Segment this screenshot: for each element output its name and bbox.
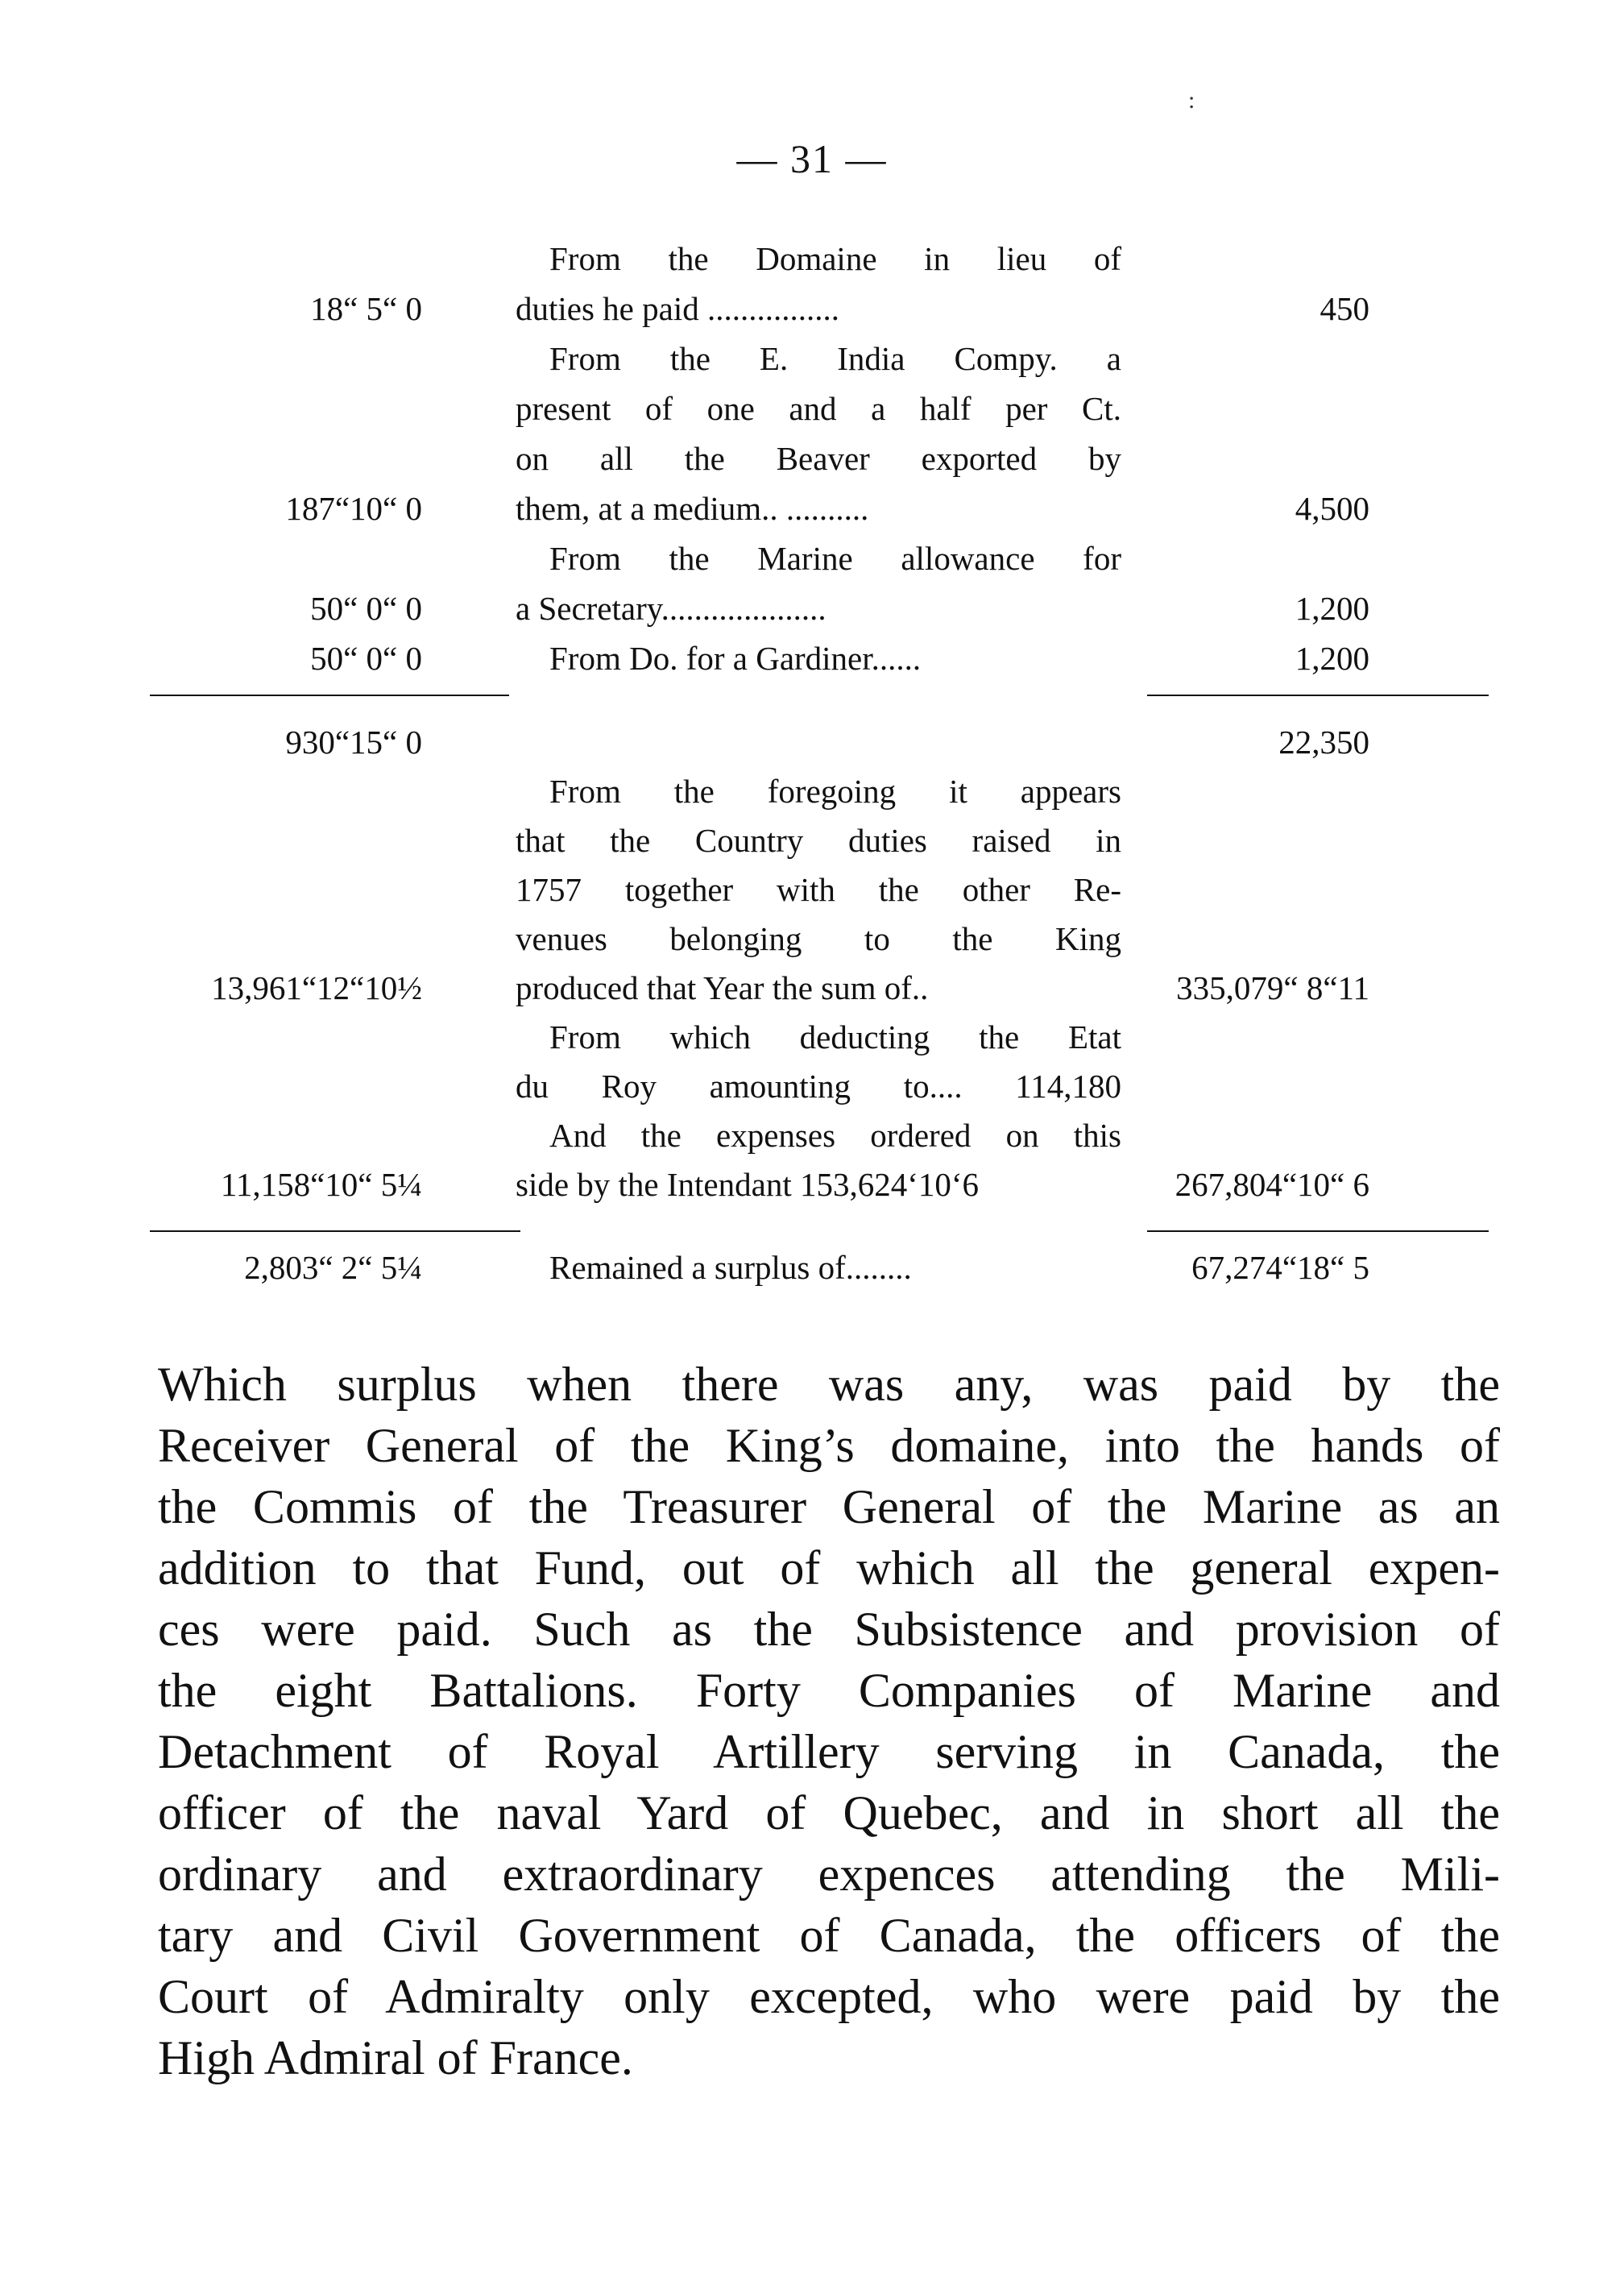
- sterling-amount: 450: [1320, 290, 1369, 327]
- sterling-amount: 22,350: [1278, 724, 1369, 761]
- livres-amount: 13,961“12“10½: [211, 969, 422, 1006]
- ledger-description: From the foregoing it appears: [549, 773, 1121, 810]
- ledger-description: And the expenses ordered on this: [549, 1117, 1121, 1154]
- paragraph-line: tary and Civil Government of Canada, the officers of the: [158, 1909, 1500, 1962]
- ledger-description: From which deducting the Etat: [549, 1018, 1121, 1056]
- ledger-description: Remained a surplus of........: [549, 1249, 912, 1286]
- paragraph-line: Detachment of Royal Artillery serving in Canada, the: [158, 1725, 1500, 1778]
- ledger-description: on all the Beaver exported by: [516, 440, 1121, 477]
- paragraph-line: ordinary and extraordinary expences attending the Mili-: [158, 1848, 1500, 1901]
- body-paragraph: [158, 1354, 1500, 2088]
- ledger-description: 1757 together with the other Re-: [516, 871, 1121, 908]
- ledger-description: produced that Year the sum of..: [516, 969, 929, 1006]
- livres-amount: 18“ 5“ 0: [310, 290, 422, 327]
- paragraph-line: officer of the naval Yard of Quebec, and in short all the: [158, 1786, 1500, 1839]
- sterling-amount: 335,079“ 8“11: [1176, 969, 1369, 1006]
- ledger-description: du Roy amounting to.... 114,180: [516, 1068, 1121, 1105]
- sterling-amount: 1,200: [1295, 640, 1369, 677]
- ledger-description: side by the Intendant 153,624‘10‘6: [516, 1166, 980, 1203]
- ledger-description: venues belonging to the King: [516, 920, 1121, 957]
- ledger-description: that the Country duties raised in: [516, 822, 1121, 859]
- sterling-amount: 267,804“10“ 6: [1174, 1166, 1369, 1203]
- paragraph-line: the Commis of the Treasurer General of the Marine as an: [158, 1480, 1500, 1533]
- ledger-description: them, at a medium.. ..........: [516, 490, 869, 527]
- total-rule-left: [150, 1230, 520, 1232]
- ledger-description: From the Domaine in lieu of: [549, 240, 1121, 277]
- total-rule-right: [1147, 1230, 1489, 1232]
- ledger-description: present of one and a half per Ct.: [516, 390, 1121, 427]
- livres-amount: 11,158“10“ 5¼: [220, 1166, 422, 1203]
- paragraph-line: Which surplus when there was any, was paid by the: [158, 1358, 1500, 1411]
- paragraph-line: Receiver General of the King’s domaine, into the hands of: [158, 1419, 1500, 1472]
- paragraph-line: Court of Admiralty only excepted, who were paid by the: [158, 1970, 1500, 2023]
- page-number: — 31 —: [736, 136, 888, 181]
- ledger-description: a Secretary....................: [516, 590, 826, 627]
- sterling-amount: 1,200: [1295, 590, 1369, 627]
- livres-amount: 930“15“ 0: [285, 724, 422, 761]
- subtotal-rule-right: [1147, 695, 1489, 696]
- paragraph-line: addition to that Fund, out of which all the general expen-: [158, 1541, 1500, 1595]
- paragraph-line: the eight Battalions. Forty Companies of Marine and: [158, 1664, 1500, 1717]
- ledger-description: duties he paid ................: [516, 290, 839, 327]
- subtotal-rule-left: [150, 695, 509, 696]
- paragraph-line: ces were paid. Such as the Subsistence and provision of: [158, 1603, 1500, 1656]
- livres-amount: 50“ 0“ 0: [310, 640, 422, 677]
- livres-amount: 2,803“ 2“ 5¼: [244, 1249, 422, 1286]
- livres-amount: 50“ 0“ 0: [310, 590, 422, 627]
- ledger-description: From the E. India Compy. a: [549, 340, 1121, 377]
- livres-amount: 187“10“ 0: [285, 490, 422, 527]
- sterling-amount: 4,500: [1295, 490, 1369, 527]
- paragraph-line: High Admiral of France.: [158, 2031, 633, 2084]
- corner-mark: :: [1188, 87, 1195, 114]
- sterling-amount: 67,274“18“ 5: [1191, 1249, 1369, 1286]
- ledger-description: From the Marine allowance for: [549, 540, 1121, 577]
- ledger-description: From Do. for a Gardiner......: [549, 640, 922, 677]
